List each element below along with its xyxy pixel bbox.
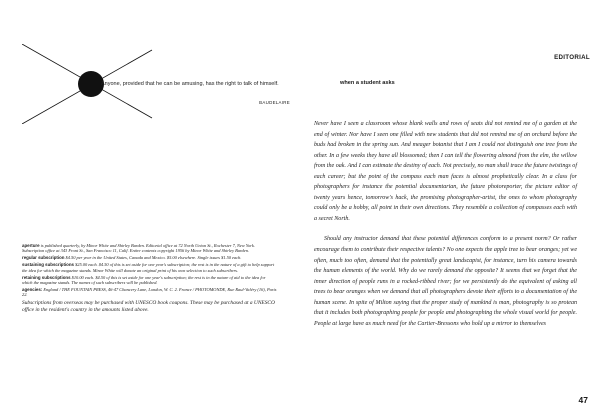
colophon-unesco-note: Subscriptions from overseas may be purchased with UNESCO book coupons. These may be purchased at a UNESCO office in the resident's country in the amounts listed above. — [22, 300, 275, 314]
colophon — [22, 243, 277, 316]
epigraph-author: BAUDELAIRE — [259, 100, 290, 105]
article-paragraph: Should any instructor demand that these potential differences conform to a present norm? Or rather encourage them to contribute their respective talents? No one expects the apple tree to bear oranges; yet we often, much too often, demand that the potentially great landscapist, for instance, turn his camera towards the human elements of the world. Why do we rarely demand the opposite? It seems that we forget that the inner direction of people runs in a rocked-ribbed river; for we persistently do the equivalent of asking all trees to bear oranges when we demand that all photographers devote their efforts to a documentation of the human scene. In spite of Milton saying that the proper study of mankind is man, photography is so protean that it includes both photographing people for people and photographing the whole visual world for people. People at large have as much need for the Cartier-Bressons who hold up a mirror to themselves — [314, 236, 577, 327]
section-title: EDITORIAL — [554, 54, 590, 61]
article-subtitle: when a student asks — [340, 80, 395, 86]
epigraph-quote: Anyone, provided that he can be amusing, has the right to talk of himself. — [101, 81, 279, 87]
right-page — [300, 0, 606, 420]
left-page — [0, 0, 300, 420]
colophon-sustaining-subscriptions: sustaining subscriptions $25.00 each. $4.50 of this is set aside for one year's subscription; the rest is in the nature of a gift to help support the idea for which the magazine stands. Minor White will donate an original print of his own selection to such subscribers. — [22, 262, 275, 273]
colophon-agencies: agencies: England / THE FOUNTAIN PRESS, 46-47 Chancery Lane, London, W. C. 2. France / PHOTOMONDE, Rue Raul-Valéry (16), Paris 22. — [22, 286, 277, 298]
article-body — [314, 119, 577, 329]
page-number: 47 — [578, 395, 588, 405]
colophon-regular-subscription: regular subscription $4.50 per year in the United States, Canada and Mexico. $5.00 elsewhere. Single issues $1.50 each. — [22, 255, 242, 261]
colophon-retaining-subscriptions: retaining subscriptions $10.00 each. $4.50 of this is set aside for one year's subscription; the rest is in the nature of aid to the idea for which the magazine stands. The names of such subscribers will be published. — [22, 274, 266, 285]
colophon-aperture: aperture is published quarterly, by Minor White and Shirley Barden. Editorial office at 72 North Union St., Rochester 7, New York. Subscription office at 343 Front St., San Francisco 11, Calif. Entire contents copyright 1956 by Minor White and Shirley Barden. — [22, 243, 255, 254]
article-paragraph: Never have I seen a classroom whose blank walls and rows of seats did not remind me of a garden at the end of winter. Nor have I seen one filled with new students that did not remind me of an orchard before the buds had broken in the spring sun. And meager botanist that I am I could not distinguish one tree from the other. In a few weeks they have all blossomed; then I can tell the flowering almond from the elm, the willow from the oak. And I can estimate the destiny of each. Not precisely, no man shall trace the future twistings of each career; but the point of the compass each man faces is almost prophetically clear. In a class for photographers for instance the potential documentarian, the future photoreporter, the picture editor of twenty years hence, tomorrow's hack, the promising photographer-artist, the ones to whom photography could only be a hobby, all point in their own directions. They resemble a collection of compasses each with a secret North. — [314, 121, 577, 222]
